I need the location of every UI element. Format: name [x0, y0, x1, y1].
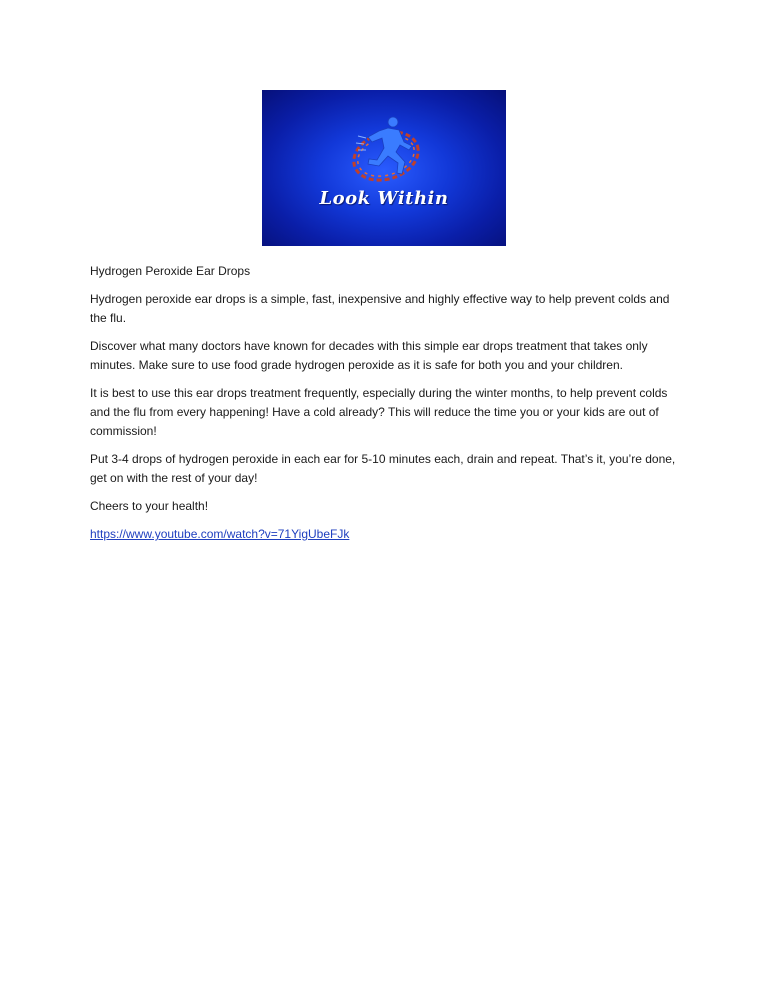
- youtube-link[interactable]: https://www.youtube.com/watch?v=71YigUbeFJk: [90, 527, 350, 541]
- article-body: [90, 262, 680, 553]
- link-paragraph: [90, 525, 680, 544]
- paragraph-doctors: Discover what many doctors have known for decades with this simple ear drops treatment that takes only minutes. Make sure to use food grade hydrogen peroxide as it is safe for both you and your children.: [90, 339, 648, 372]
- paragraph-intro: Hydrogen peroxide ear drops is a simple, fast, inexpensive and highly effective way to help prevent colds and the flu.: [90, 292, 670, 325]
- running-figure-ring-icon: [262, 90, 506, 246]
- look-within-logo: [262, 90, 506, 246]
- paragraph-closing: Cheers to your health!: [90, 499, 209, 513]
- article-title: Hydrogen Peroxide Ear Drops: [90, 264, 251, 278]
- paragraph-instructions: Put 3-4 drops of hydrogen peroxide in each ear for 5-10 minutes each, drain and repeat. That’s it, you’re done, get on with the rest of your day!: [90, 452, 676, 485]
- paragraph-frequency: It is best to use this ear drops treatment frequently, especially during the winter months, to help prevent colds and the flu from every happening! Have a cold already? This will reduce the time you or your kids are out of commission!: [90, 386, 668, 438]
- logo-text: Look Within: [319, 188, 449, 209]
